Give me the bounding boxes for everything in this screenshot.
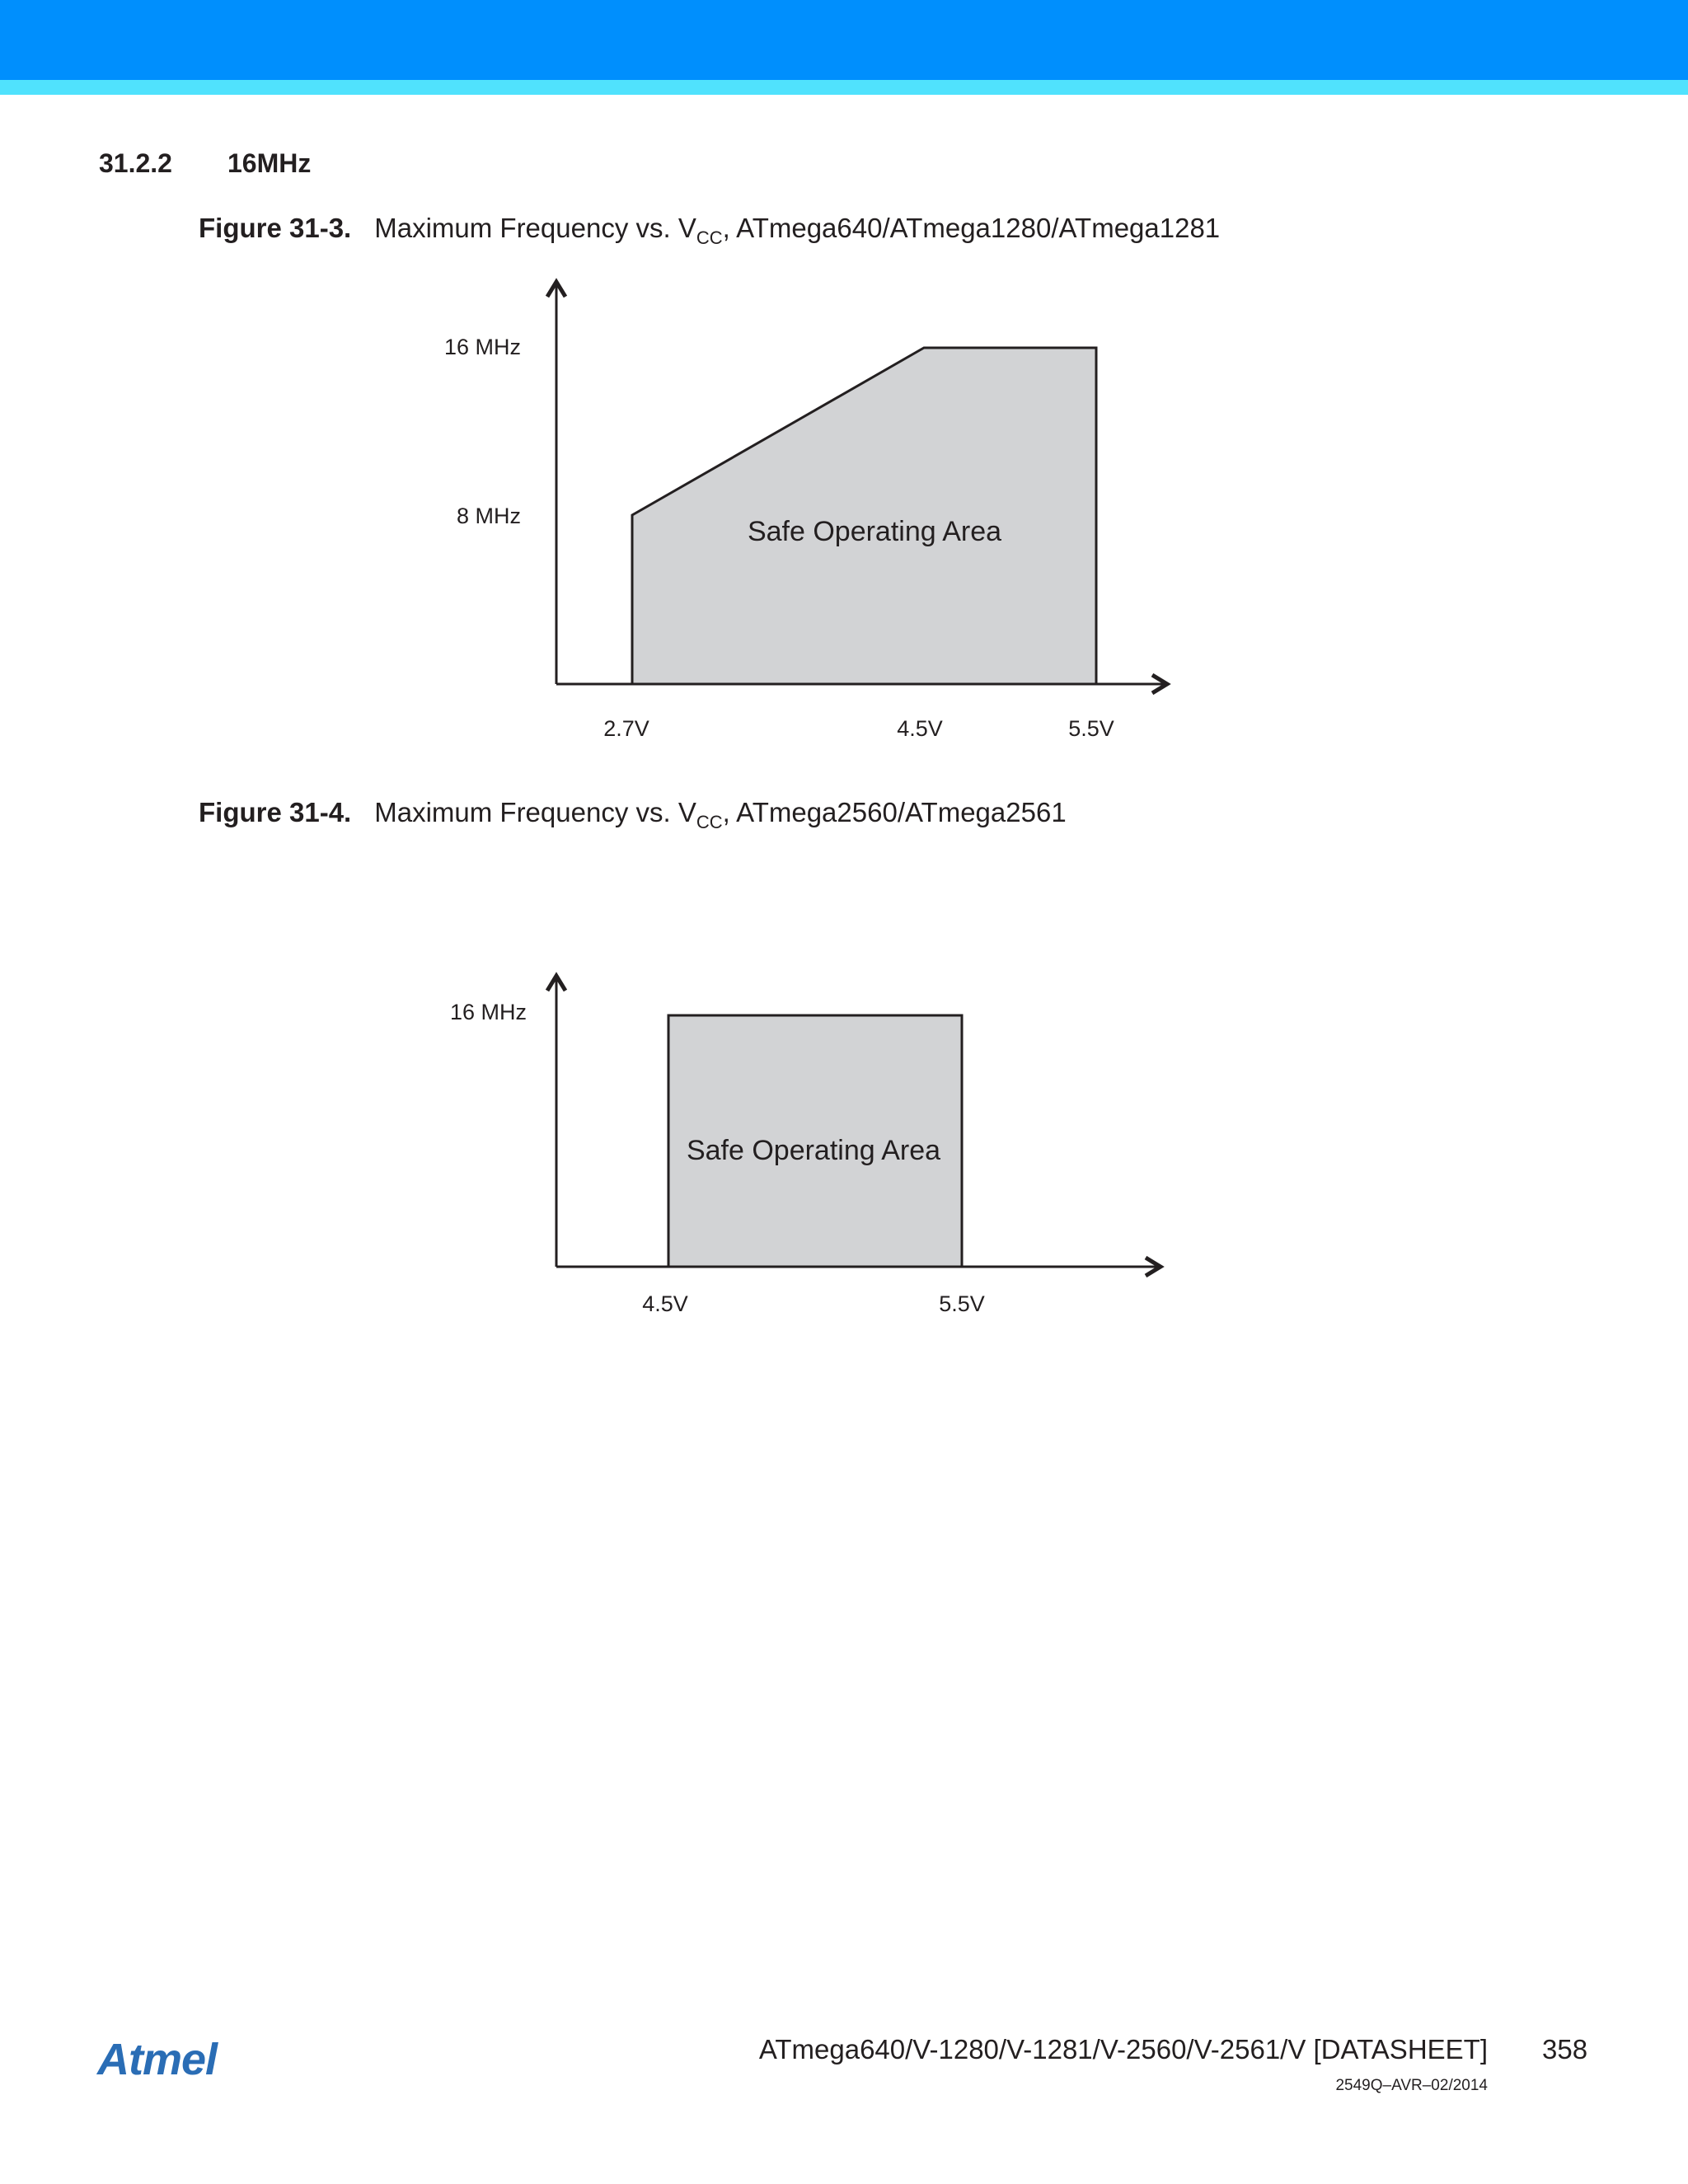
x-tick-label: 4.5V: [897, 716, 943, 741]
chart-max-frequency-2560-2561: [0, 964, 1688, 1327]
y-tick-label: 16 MHz: [443, 335, 521, 359]
caption-text-post: , ATmega640/ATmega1280/ATmega1281: [722, 213, 1221, 243]
region-label: Safe Operating Area: [747, 516, 1002, 547]
figure-label: Figure 31-3.: [199, 213, 352, 243]
figure-caption-31-3: [199, 213, 1220, 249]
header-bar: [0, 0, 1688, 80]
footer-page-number: 358: [1542, 2034, 1588, 2064]
figure-caption-31-4: [199, 797, 1067, 833]
caption-text-post: , ATmega2560/ATmega2561: [722, 797, 1067, 827]
atmel-logo: Atmel: [97, 2035, 218, 2084]
x-tick-label: 2.7V: [603, 716, 649, 741]
x-tick-label: 5.5V: [1068, 716, 1114, 741]
chart-max-frequency-640-1280-1281: [0, 264, 1688, 758]
footer-document-code: 2549Q–AVR–02/2014: [1335, 2077, 1488, 2094]
region-label: Safe Operating Area: [686, 1135, 941, 1166]
footer-document-title: ATmega640/V-1280/V-1281/V-2560/V-2561/V [DATASHEET]: [758, 2034, 1488, 2064]
header-accent-stripe: [0, 80, 1688, 95]
x-tick-label: 4.5V: [642, 1291, 688, 1316]
x-tick-label: 5.5V: [939, 1291, 985, 1316]
caption-subscript: CC: [696, 227, 723, 248]
y-tick-label: 8 MHz: [456, 504, 521, 528]
caption-text-pre: Maximum Frequency vs. V: [374, 797, 696, 827]
figure-label: Figure 31-4.: [199, 797, 352, 827]
caption-subscript: CC: [696, 812, 723, 832]
caption-text-pre: Maximum Frequency vs. V: [374, 213, 696, 243]
section-number: 31.2.2: [99, 148, 172, 178]
section-title: 16MHz: [227, 148, 312, 178]
y-tick-label: 16 MHz: [449, 1000, 527, 1024]
